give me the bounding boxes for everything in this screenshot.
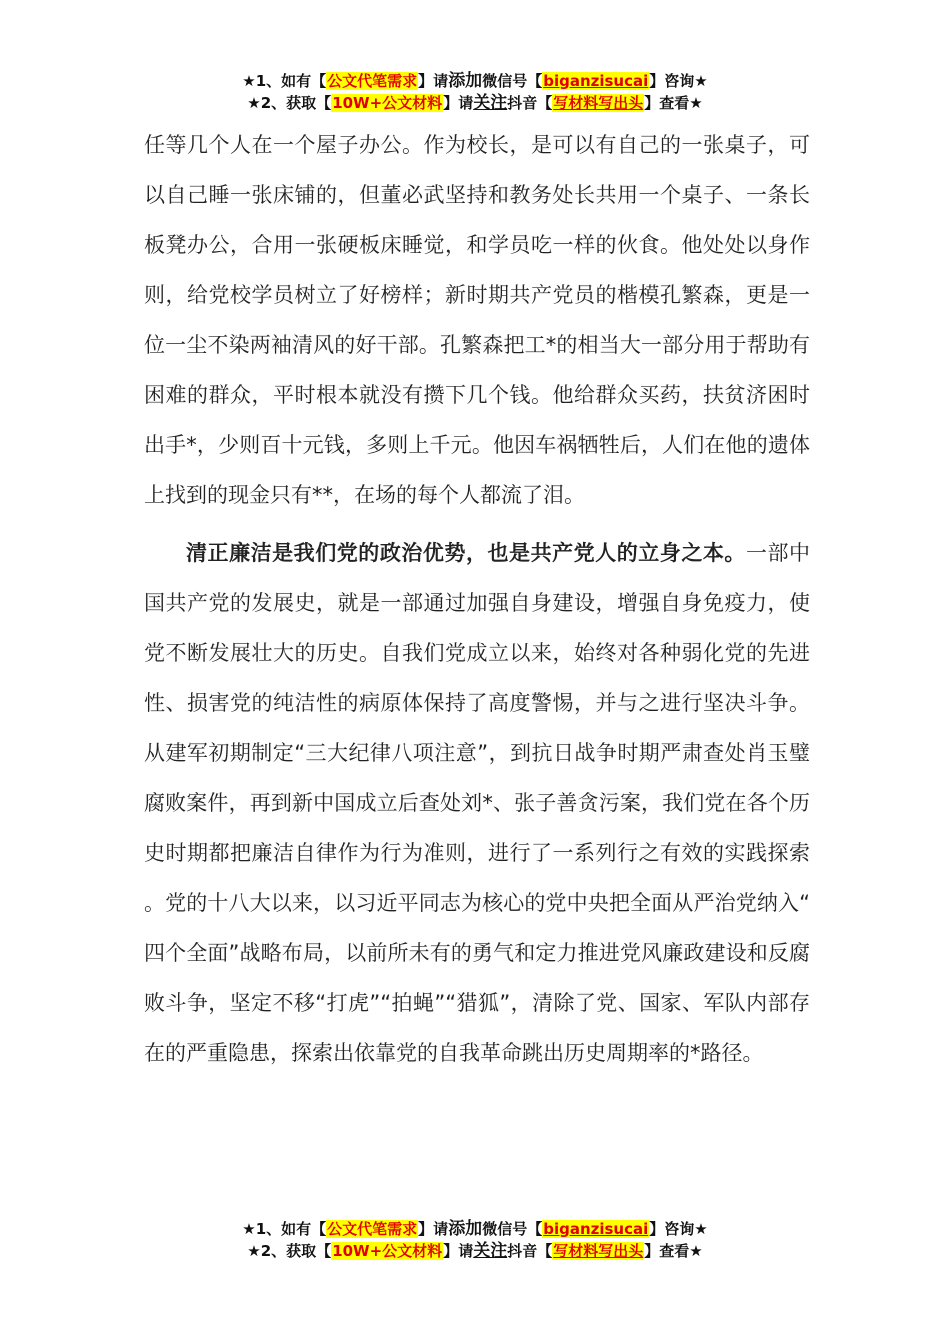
ad-text: 】查看★ [644,94,703,112]
ad-text: 】咨询★ [649,72,708,90]
ad-text: ★1、如有【 [242,1220,327,1238]
ad-text-emphasis: 关注 [473,1241,508,1261]
ad-text: 】请 [443,94,474,112]
ad-text: 】请 [418,1220,449,1238]
material-highlight: 10W+公文材料 [332,1242,443,1260]
ad-text-emphasis: 添加 [448,71,483,91]
ad-text-emphasis: 关注 [473,93,508,113]
material-highlight: 10W+公文材料 [332,94,443,112]
footer-ad-line-1 [0,1218,950,1240]
service-highlight: 公文代笔需求 [327,1220,418,1238]
header-ad-banner [0,70,950,114]
service-highlight: 公文代笔需求 [327,72,418,90]
ad-text: 微信号【 [482,1220,543,1238]
footer-ad-banner [0,1218,950,1262]
body-paragraph-2 [144,528,810,1078]
ad-text: 抖音【 [507,1242,553,1260]
ad-text: ★2、获取【 [247,1242,332,1260]
ad-text: 微信号【 [482,72,543,90]
header-ad-line-2 [0,92,950,114]
douyin-account-link[interactable]: 写材料写出头 [553,94,644,112]
header-ad-line-1 [0,70,950,92]
footer-ad-line-2 [0,1240,950,1262]
paragraph-body-text: 一部中国共产党的发展史，就是一部通过加强自身建设，增强自身免疫力，使党不断发展壮大的历史。自我们党成立以来，始终对各种弱化党的先进性、损害党的纯洁性的病原体保持了高度警惕，并与之进行坚决斗争。从建军初期制定“三大纪律八项注意”，到抗日战争时期严肃查处肖玉璧腐败案件，再到新中国成立后查处刘*、张子善贪污案，我们党在各个历史时期都把廉洁自律作为行为准则，进行了一系列行之有效的实践探索。党的十八大以来，以习近平同志为核心的党中央把全面从严治党纳入“四个全面”战略布局，以前所未有的勇气和定力推进党风廉政建设和反腐败斗争，坚定不移“打虎”“拍蝇”“猎狐”，清除了党、国家、军队内部存在的严重隐患，探索出依靠党的自我革命跳出历史周期率的*路径。 [144,541,811,1065]
ad-text: 】查看★ [644,1242,703,1260]
ad-text: ★1、如有【 [242,72,327,90]
ad-text: 抖音【 [507,94,553,112]
body-paragraph-1: 任等几个人在一个屋子办公。作为校长，是可以有自己的一张桌子，可以自己睡一张床铺的，但董必武坚持和教务处长共用一个桌子、一条长板凳办公，合用一张硬板床睡觉，和学员吃一样的伙食。他处处以身作则，给党校学员树立了好榜样；新时期共产党员的楷模孔繁森，更是一位一尘不染两袖清风的好干部。孔繁森把工*的相当大一部分用于帮助有困难的群众，平时根本就没有攒下几个钱。他给群众买药，扶贫济困时出手*，少则百十元钱，多则上千元。他因车祸牺牲后，人们在他的遗体上找到的现金只有**，在场的每个人都流了泪。 [144,133,810,507]
ad-text: 】请 [443,1242,474,1260]
paragraph-lead-sentence: 清正廉洁是我们党的政治优势，也是共产党人的立身之本。 [186,541,746,565]
ad-text-emphasis: 添加 [448,1219,483,1239]
douyin-account-link[interactable]: 写材料写出头 [553,1242,644,1260]
document-body [144,120,810,1078]
ad-text: ★2、获取【 [247,94,332,112]
wechat-id-link[interactable]: biganzisucai [543,72,649,90]
ad-text: 】咨询★ [649,1220,708,1238]
ad-text: 】请 [418,72,449,90]
wechat-id-link[interactable]: biganzisucai [543,1220,649,1238]
